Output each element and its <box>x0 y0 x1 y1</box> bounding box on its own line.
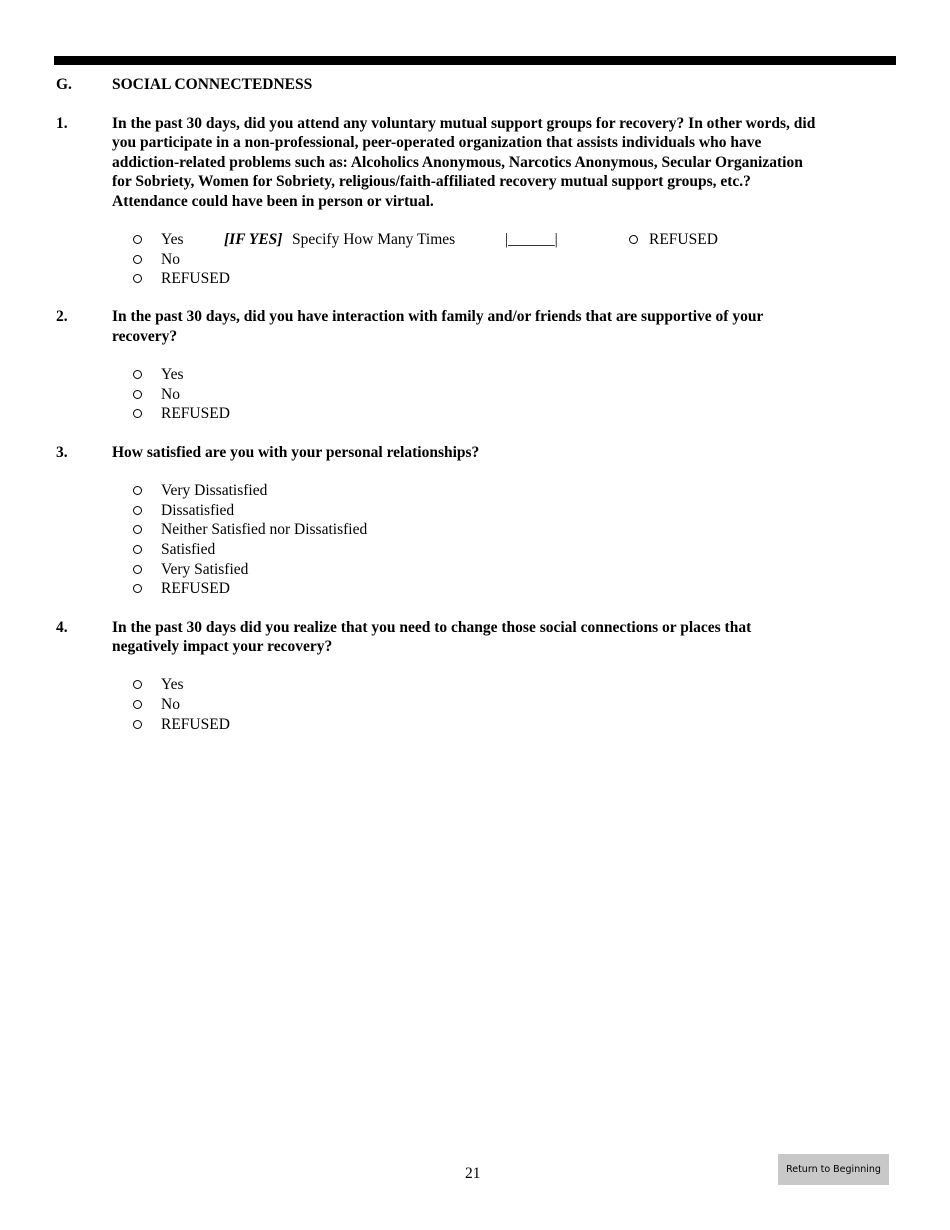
q4-yes-radio[interactable] <box>133 680 142 689</box>
q3-neither-label: Neither Satisfied nor Dissatisfied <box>161 521 368 538</box>
q3-satisfied-label: Satisfied <box>161 541 216 558</box>
q4-yes-label: Yes <box>161 676 184 693</box>
q1-yes-radio[interactable] <box>133 235 142 244</box>
question-1-text-line: In the past 30 days, did you attend any voluntary mutual support groups for recovery? In other words, did <box>112 115 816 132</box>
question-2-text-line: recovery? <box>112 328 178 345</box>
q1-followup-refused-label: REFUSED <box>649 231 718 248</box>
section-letter: G. <box>56 76 72 93</box>
q3-neither-radio[interactable] <box>133 525 142 534</box>
question-3-number: 3. <box>56 444 68 461</box>
q2-no-radio[interactable] <box>133 390 142 399</box>
q3-very-dissatisfied-radio[interactable] <box>133 486 142 495</box>
question-4-text-line: negatively impact your recovery? <box>112 638 333 655</box>
q2-yes-label: Yes <box>161 366 184 383</box>
q2-refused-radio[interactable] <box>133 409 142 418</box>
question-1-text-line: for Sobriety, Women for Sobriety, religious/faith-affiliated recovery mutual support groups, etc.? <box>112 173 751 190</box>
q3-satisfied-radio[interactable] <box>133 545 142 554</box>
question-1-text-line: Attendance could have been in person or virtual. <box>112 193 434 210</box>
q4-refused-radio[interactable] <box>133 720 142 729</box>
question-2-text-line: In the past 30 days, did you have interaction with family and/or friends that are supportive of your <box>112 308 764 325</box>
question-2-number: 2. <box>56 308 68 325</box>
q4-refused-label: REFUSED <box>161 716 230 733</box>
q1-followup-condition: [IF YES] <box>224 231 283 248</box>
q3-dissatisfied-radio[interactable] <box>133 506 142 515</box>
q1-no-radio[interactable] <box>133 255 142 264</box>
q1-no-label: No <box>161 251 180 268</box>
q2-yes-radio[interactable] <box>133 370 142 379</box>
q1-refused-radio[interactable] <box>133 274 142 283</box>
q1-count-input[interactable]: |______| <box>505 231 558 248</box>
q1-refused-label: REFUSED <box>161 270 230 287</box>
q4-no-label: No <box>161 696 180 713</box>
question-1-number: 1. <box>56 115 68 132</box>
q3-dissatisfied-label: Dissatisfied <box>161 502 235 519</box>
q1-yes-label: Yes <box>161 231 184 248</box>
question-4-text-line: In the past 30 days did you realize that you need to change those social connections or places that <box>112 619 752 636</box>
q3-very-satisfied-radio[interactable] <box>133 565 142 574</box>
q1-followup-prompt: Specify How Many Times <box>292 231 456 248</box>
page-number: 21 <box>465 1165 481 1182</box>
q1-followup-refused-radio[interactable] <box>629 235 638 244</box>
question-1-text-line: you participate in a non-professional, peer-operated organization that assists individuals who have <box>112 134 762 151</box>
question-1-text-line: addiction-related problems such as: Alcoholics Anonymous, Narcotics Anonymous, Secular Organization <box>112 154 803 171</box>
question-3-text-line: How satisfied are you with your personal relationships? <box>112 444 480 461</box>
q3-very-satisfied-label: Very Satisfied <box>161 561 249 578</box>
return-to-beginning-button[interactable]: Return to Beginning <box>778 1154 889 1185</box>
q2-refused-label: REFUSED <box>161 405 230 422</box>
q3-very-dissatisfied-label: Very Dissatisfied <box>161 482 268 499</box>
q2-no-label: No <box>161 386 180 403</box>
q3-refused-label: REFUSED <box>161 580 230 597</box>
q3-refused-radio[interactable] <box>133 584 142 593</box>
top-rule <box>54 56 896 65</box>
q4-no-radio[interactable] <box>133 700 142 709</box>
section-title: SOCIAL CONNECTEDNESS <box>112 76 313 93</box>
question-4-number: 4. <box>56 619 68 636</box>
